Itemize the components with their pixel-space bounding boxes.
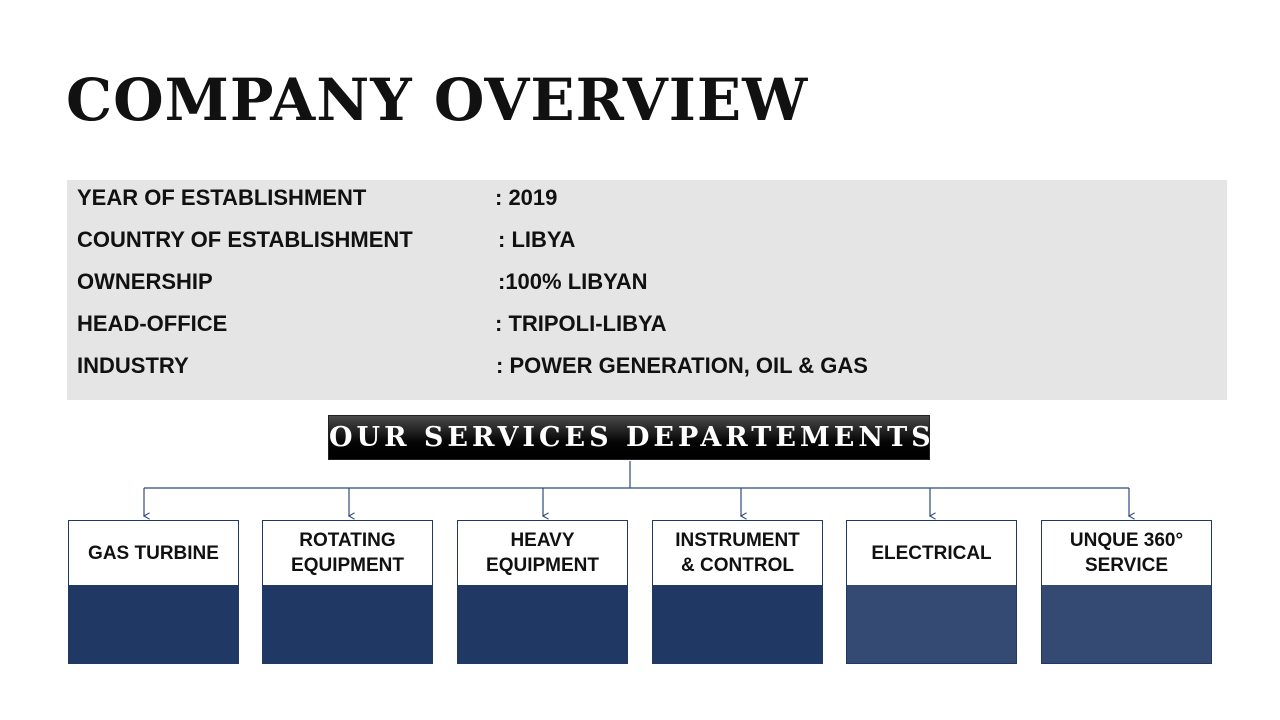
overview-label: YEAR OF ESTABLISHMENT: [77, 185, 367, 210]
overview-value: : TRIPOLI-LIBYA: [495, 311, 667, 336]
dept-label: HEAVY EQUIPMENT: [486, 530, 599, 576]
dept-label: INSTRUMENT & CONTROL: [675, 530, 800, 576]
services-header: OUR SERVICES DEPARTEMENTS: [328, 415, 930, 460]
dept-color-block: [458, 585, 627, 663]
dept-color-block: [847, 585, 1016, 663]
dept-electrical: [846, 520, 1017, 664]
dept-360-service: [1041, 520, 1212, 664]
dept-instrument-control: [652, 520, 823, 664]
overview-label: COUNTRY OF ESTABLISHMENT: [77, 227, 413, 252]
dept-label: GAS TURBINE: [88, 542, 219, 564]
dept-heavy-equipment: [457, 520, 628, 664]
dept-color-block: [653, 585, 822, 663]
dept-gas-turbine: [68, 520, 239, 664]
dept-color-block: [1042, 585, 1211, 663]
page-title: COMPANY OVERVIEW: [66, 66, 809, 134]
dept-label: ELECTRICAL: [871, 542, 992, 564]
dept-label: UNQUE 360° SERVICE: [1069, 530, 1184, 576]
overview-value: : 2019: [495, 185, 558, 210]
overview-label: INDUSTRY: [77, 353, 189, 378]
dept-label: ROTATING EQUIPMENT: [291, 530, 404, 576]
overview-label: OWNERSHIP: [77, 269, 213, 294]
dept-color-block: [69, 585, 238, 663]
dept-rotating-equipment: [262, 520, 433, 664]
overview-value: : LIBYA: [498, 227, 576, 252]
overview-value: : POWER GENERATION, OIL & GAS: [496, 353, 868, 378]
overview-value: :100% LIBYAN: [498, 269, 648, 294]
overview-label: HEAD-OFFICE: [77, 311, 228, 336]
dept-color-block: [263, 585, 432, 663]
